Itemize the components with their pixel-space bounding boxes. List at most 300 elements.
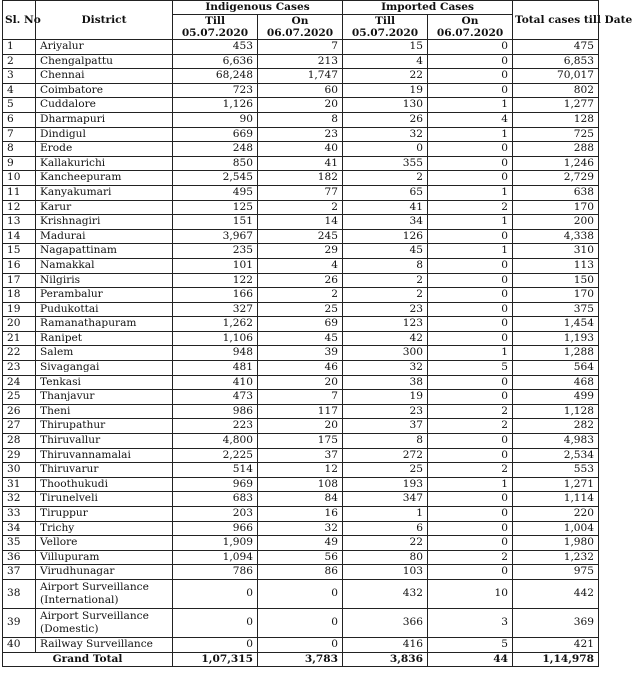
table-row (3, 507, 599, 522)
total-cases-cell: 638 (513, 185, 599, 200)
district-name-cell: Kancheepuram (36, 171, 173, 186)
sl-no-cell: 36 (3, 550, 36, 565)
imported-on-cell: 0 (428, 492, 513, 507)
district-name-cell: Thoothukudi (36, 477, 173, 492)
indigenous-on-cell: 14 (258, 215, 343, 230)
sl-no-cell: 11 (3, 185, 36, 200)
grand-total-indigenous-till: 1,07,315 (173, 652, 258, 667)
sl-no-cell: 9 (3, 156, 36, 171)
indigenous-on-cell: 37 (258, 448, 343, 463)
imported-on-cell: 0 (428, 156, 513, 171)
imported-till-cell: 37 (343, 419, 428, 434)
imported-on-cell: 0 (428, 171, 513, 186)
indigenous-till-cell: 203 (173, 507, 258, 522)
district-name-cell: Perambalur (36, 288, 173, 303)
indigenous-till-cell: 0 (173, 579, 258, 608)
total-cases-cell: 113 (513, 258, 599, 273)
sl-no-cell: 35 (3, 536, 36, 551)
imported-on-cell: 1 (428, 346, 513, 361)
table-row (3, 404, 599, 419)
imported-till-cell: 38 (343, 375, 428, 390)
imported-till-cell: 26 (343, 112, 428, 127)
district-name-cell: Dharmapuri (36, 112, 173, 127)
indigenous-till-cell: 151 (173, 215, 258, 230)
grand-total-imported-till: 3,836 (343, 652, 428, 667)
sl-no-cell: 21 (3, 331, 36, 346)
sl-no-header: Sl. No (3, 1, 36, 40)
table-row (3, 608, 599, 637)
imported-till-cell: 32 (343, 361, 428, 376)
imported-on-cell: 5 (428, 637, 513, 652)
indigenous-till-cell: 166 (173, 288, 258, 303)
total-cases-cell: 421 (513, 637, 599, 652)
indigenous-on-cell: 0 (258, 579, 343, 608)
total-cases-cell: 200 (513, 215, 599, 230)
sl-no-cell: 38 (3, 579, 36, 608)
imported-till-cell: 22 (343, 69, 428, 84)
indigenous-on-cell: 20 (258, 419, 343, 434)
district-name-cell: Namakkal (36, 258, 173, 273)
imported-till-cell: 23 (343, 404, 428, 419)
indigenous-on-cell: 25 (258, 302, 343, 317)
indigenous-on-cell: 8 (258, 112, 343, 127)
total-cases-cell: 1,004 (513, 521, 599, 536)
table-row (3, 171, 599, 186)
grand-total-cases: 1,14,978 (513, 652, 599, 667)
indigenous-till-cell: 2,545 (173, 171, 258, 186)
imported-till-cell: 0 (343, 142, 428, 157)
indigenous-till-cell: 0 (173, 608, 258, 637)
indigenous-till-cell: 4,800 (173, 434, 258, 449)
indigenous-on-cell: 86 (258, 565, 343, 580)
district-name-cell: Ariyalur (36, 40, 173, 55)
sl-no-cell: 15 (3, 244, 36, 259)
total-cases-cell: 725 (513, 127, 599, 142)
imported-on-cell: 4 (428, 112, 513, 127)
table-row (3, 288, 599, 303)
district-name-cell: Villupuram (36, 550, 173, 565)
district-name-cell: Thiruvallur (36, 434, 173, 449)
sl-no-cell: 19 (3, 302, 36, 317)
indigenous-till-header (173, 15, 258, 40)
imported-till-cell: 80 (343, 550, 428, 565)
total-cases-cell: 1,271 (513, 477, 599, 492)
table-row (3, 244, 599, 259)
imported-cases-header: Imported Cases (343, 1, 513, 15)
imported-till-cell: 8 (343, 258, 428, 273)
total-cases-cell: 310 (513, 244, 599, 259)
sl-no-cell: 24 (3, 375, 36, 390)
sl-no-cell: 1 (3, 40, 36, 55)
district-cases-table (2, 0, 632, 667)
district-name-cell: Virudhunagar (36, 565, 173, 580)
district-name-cell: Krishnagiri (36, 215, 173, 230)
indigenous-till-cell: 327 (173, 302, 258, 317)
imported-till-cell: 25 (343, 463, 428, 478)
imported-on-cell: 1 (428, 215, 513, 230)
imported-on-cell: 0 (428, 507, 513, 522)
district-header: District (36, 1, 173, 40)
table-row (3, 273, 599, 288)
till-label: Till (375, 15, 395, 27)
sl-no-cell: 20 (3, 317, 36, 332)
district-name-cell: Nagapattinam (36, 244, 173, 259)
total-cases-cell: 1,128 (513, 404, 599, 419)
sl-no-cell: 37 (3, 565, 36, 580)
imported-till-cell: 32 (343, 127, 428, 142)
imported-till-cell: 2 (343, 273, 428, 288)
imported-till-cell: 432 (343, 579, 428, 608)
indigenous-till-cell: 453 (173, 40, 258, 55)
till-label: Till (205, 15, 225, 27)
table-row (3, 521, 599, 536)
indigenous-till-cell: 850 (173, 156, 258, 171)
imported-till-cell: 1 (343, 507, 428, 522)
indigenous-on-cell: 23 (258, 127, 343, 142)
indigenous-till-cell: 2,225 (173, 448, 258, 463)
sl-no-cell: 31 (3, 477, 36, 492)
table-row (3, 361, 599, 376)
imported-till-cell: 42 (343, 331, 428, 346)
indigenous-till-cell: 1,106 (173, 331, 258, 346)
sl-no-cell: 28 (3, 434, 36, 449)
indigenous-till-cell: 1,126 (173, 98, 258, 113)
sl-no-cell: 18 (3, 288, 36, 303)
indigenous-till-cell: 1,262 (173, 317, 258, 332)
indigenous-till-cell: 223 (173, 419, 258, 434)
table-row (3, 448, 599, 463)
district-name-cell: Chennai (36, 69, 173, 84)
district-name-cell: Pudukottai (36, 302, 173, 317)
indigenous-on-cell: 2 (258, 288, 343, 303)
table-row (3, 185, 599, 200)
indigenous-till-cell: 248 (173, 142, 258, 157)
indigenous-on-cell: 60 (258, 83, 343, 98)
sl-no-cell: 7 (3, 127, 36, 142)
indigenous-on-cell: 39 (258, 346, 343, 361)
total-cases-cell: 564 (513, 361, 599, 376)
sl-no-cell: 22 (3, 346, 36, 361)
imported-till-cell: 8 (343, 434, 428, 449)
sl-no-cell: 40 (3, 637, 36, 652)
imported-till-cell: 2 (343, 288, 428, 303)
district-name-cell: Cuddalore (36, 98, 173, 113)
total-cases-cell: 2,534 (513, 448, 599, 463)
indigenous-till-cell: 1,094 (173, 550, 258, 565)
total-cases-cell: 220 (513, 507, 599, 522)
imported-on-cell: 0 (428, 288, 513, 303)
imported-till-cell: 4 (343, 54, 428, 69)
on-date: 06.07.2020 (436, 27, 504, 39)
table-row (3, 477, 599, 492)
imported-till-cell: 347 (343, 492, 428, 507)
total-cases-cell: 468 (513, 375, 599, 390)
district-name-cell: Karur (36, 200, 173, 215)
indigenous-on-cell: 2 (258, 200, 343, 215)
sl-no-cell: 6 (3, 112, 36, 127)
district-name-cell: Thirupathur (36, 419, 173, 434)
indigenous-till-cell: 3,967 (173, 229, 258, 244)
sl-no-cell: 29 (3, 448, 36, 463)
table-row (3, 317, 599, 332)
imported-till-cell: 6 (343, 521, 428, 536)
table-row (3, 302, 599, 317)
table-row (3, 331, 599, 346)
imported-on-cell: 3 (428, 608, 513, 637)
total-cases-cell: 553 (513, 463, 599, 478)
district-name-cell: Theni (36, 404, 173, 419)
total-cases-cell: 4,338 (513, 229, 599, 244)
imported-on-cell: 0 (428, 448, 513, 463)
table-row (3, 40, 599, 55)
imported-till-cell: 41 (343, 200, 428, 215)
indigenous-till-cell: 986 (173, 404, 258, 419)
indigenous-on-cell: 16 (258, 507, 343, 522)
indigenous-on-cell: 7 (258, 390, 343, 405)
table-row (3, 637, 599, 652)
table-row (3, 127, 599, 142)
imported-till-cell: 45 (343, 244, 428, 259)
imported-till-cell: 193 (343, 477, 428, 492)
indigenous-till-cell: 122 (173, 273, 258, 288)
table-row (3, 142, 599, 157)
indigenous-on-cell: 41 (258, 156, 343, 171)
imported-on-cell: 2 (428, 404, 513, 419)
imported-on-cell: 0 (428, 54, 513, 69)
total-cases-cell: 375 (513, 302, 599, 317)
indigenous-till-cell: 125 (173, 200, 258, 215)
total-cases-cell: 802 (513, 83, 599, 98)
table-row (3, 54, 599, 69)
imported-on-cell: 0 (428, 302, 513, 317)
imported-on-cell: 2 (428, 200, 513, 215)
till-date: 05.07.2020 (351, 27, 419, 39)
district-name-cell: Thiruvannamalai (36, 448, 173, 463)
imported-on-cell: 1 (428, 98, 513, 113)
indigenous-on-cell: 213 (258, 54, 343, 69)
total-cases-cell: 150 (513, 273, 599, 288)
imported-on-cell: 5 (428, 361, 513, 376)
indigenous-on-cell: 49 (258, 536, 343, 551)
imported-till-cell: 19 (343, 390, 428, 405)
imported-till-cell: 366 (343, 608, 428, 637)
sl-no-cell: 25 (3, 390, 36, 405)
table-row (3, 229, 599, 244)
sl-no-cell: 26 (3, 404, 36, 419)
on-label: On (461, 15, 479, 27)
table-row (3, 419, 599, 434)
table-row (3, 200, 599, 215)
table-row (3, 390, 599, 405)
sl-no-cell: 34 (3, 521, 36, 536)
indigenous-on-header (258, 15, 343, 40)
imported-on-cell: 0 (428, 536, 513, 551)
indigenous-till-cell: 948 (173, 346, 258, 361)
total-cases-cell: 2,729 (513, 171, 599, 186)
indigenous-till-cell: 473 (173, 390, 258, 405)
total-cases-cell: 288 (513, 142, 599, 157)
table-row (3, 375, 599, 390)
district-name-cell: Nilgiris (36, 273, 173, 288)
table-row (3, 112, 599, 127)
total-cases-cell: 475 (513, 40, 599, 55)
sl-no-cell: 12 (3, 200, 36, 215)
district-name-cell: Sivagangai (36, 361, 173, 376)
table-row (3, 156, 599, 171)
imported-till-cell: 22 (343, 536, 428, 551)
imported-on-cell: 0 (428, 521, 513, 536)
imported-till-cell: 355 (343, 156, 428, 171)
imported-on-cell: 0 (428, 331, 513, 346)
indigenous-till-cell: 101 (173, 258, 258, 273)
district-name-cell: Vellore (36, 536, 173, 551)
sl-no-cell: 14 (3, 229, 36, 244)
imported-till-header (343, 15, 428, 40)
district-name-cell: Trichy (36, 521, 173, 536)
total-cases-cell: 1,980 (513, 536, 599, 551)
district-name-cell: Salem (36, 346, 173, 361)
till-date: 05.07.2020 (181, 27, 249, 39)
total-cases-cell: 1,277 (513, 98, 599, 113)
indigenous-till-cell: 966 (173, 521, 258, 536)
table-row (3, 69, 599, 84)
table-body (3, 40, 599, 653)
sl-no-cell: 33 (3, 507, 36, 522)
imported-till-cell: 23 (343, 302, 428, 317)
grand-total-label: Grand Total (3, 652, 173, 667)
district-name-cell: Coimbatore (36, 83, 173, 98)
grand-total-row (3, 652, 599, 667)
district-name-cell: Thanjavur (36, 390, 173, 405)
indigenous-on-cell: 4 (258, 258, 343, 273)
table-row (3, 579, 599, 608)
sl-no-cell: 23 (3, 361, 36, 376)
district-name-cell: Tiruppur (36, 507, 173, 522)
total-cases-cell: 1,193 (513, 331, 599, 346)
imported-on-cell: 0 (428, 40, 513, 55)
indigenous-on-cell: 12 (258, 463, 343, 478)
sl-no-cell: 4 (3, 83, 36, 98)
imported-on-header (428, 15, 513, 40)
indigenous-till-cell: 723 (173, 83, 258, 98)
table-row (3, 536, 599, 551)
imported-till-cell: 272 (343, 448, 428, 463)
district-name-cell: Ramanathapuram (36, 317, 173, 332)
indigenous-on-cell: 175 (258, 434, 343, 449)
district-name-cell: Railway Surveillance (36, 637, 173, 652)
indigenous-on-cell: 45 (258, 331, 343, 346)
district-name-cell: Thiruvarur (36, 463, 173, 478)
covid-cases-table-container (2, 0, 632, 667)
imported-on-cell: 0 (428, 273, 513, 288)
indigenous-till-cell: 969 (173, 477, 258, 492)
imported-on-cell: 0 (428, 258, 513, 273)
total-cases-cell: 1,454 (513, 317, 599, 332)
sl-no-cell: 17 (3, 273, 36, 288)
indigenous-till-cell: 68,248 (173, 69, 258, 84)
total-cases-cell: 128 (513, 112, 599, 127)
imported-till-cell: 126 (343, 229, 428, 244)
total-cases-cell: 170 (513, 288, 599, 303)
total-cases-cell: 170 (513, 200, 599, 215)
imported-on-cell: 2 (428, 463, 513, 478)
imported-till-cell: 130 (343, 98, 428, 113)
imported-on-cell: 2 (428, 550, 513, 565)
imported-on-cell: 0 (428, 229, 513, 244)
imported-on-cell: 1 (428, 127, 513, 142)
total-cases-cell: 369 (513, 608, 599, 637)
imported-till-cell: 15 (343, 40, 428, 55)
district-name-cell: Chengalpattu (36, 54, 173, 69)
table-row (3, 215, 599, 230)
on-label: On (291, 15, 309, 27)
total-cases-cell: 975 (513, 565, 599, 580)
indigenous-till-cell: 683 (173, 492, 258, 507)
imported-till-cell: 300 (343, 346, 428, 361)
indigenous-on-cell: 29 (258, 244, 343, 259)
imported-on-cell: 0 (428, 83, 513, 98)
indigenous-on-cell: 20 (258, 98, 343, 113)
sl-no-cell: 39 (3, 608, 36, 637)
total-cases-cell: 70,017 (513, 69, 599, 84)
indigenous-on-cell: 84 (258, 492, 343, 507)
imported-on-cell: 0 (428, 434, 513, 449)
indigenous-on-cell: 108 (258, 477, 343, 492)
imported-on-cell: 1 (428, 185, 513, 200)
indigenous-till-cell: 514 (173, 463, 258, 478)
sl-no-cell: 13 (3, 215, 36, 230)
imported-till-cell: 103 (343, 565, 428, 580)
total-cases-cell: 499 (513, 390, 599, 405)
indigenous-cases-header: Indigenous Cases (173, 1, 343, 15)
total-cases-cell: 1,246 (513, 156, 599, 171)
total-cases-cell: 1,232 (513, 550, 599, 565)
sl-no-cell: 5 (3, 98, 36, 113)
indigenous-on-cell: 7 (258, 40, 343, 55)
district-name-cell: Dindigul (36, 127, 173, 142)
grand-total-imported-on: 44 (428, 652, 513, 667)
imported-till-cell: 2 (343, 171, 428, 186)
indigenous-on-cell: 182 (258, 171, 343, 186)
imported-till-cell: 65 (343, 185, 428, 200)
district-name-cell: Ranipet (36, 331, 173, 346)
imported-on-cell: 1 (428, 244, 513, 259)
sl-no-cell: 2 (3, 54, 36, 69)
sl-no-cell: 3 (3, 69, 36, 84)
district-name-cell: Tenkasi (36, 375, 173, 390)
sl-no-cell: 27 (3, 419, 36, 434)
indigenous-till-cell: 410 (173, 375, 258, 390)
sl-no-cell: 10 (3, 171, 36, 186)
district-name-cell: Kanyakumari (36, 185, 173, 200)
table-row (3, 463, 599, 478)
sl-no-cell: 8 (3, 142, 36, 157)
district-name-cell: Airport Surveillance (Domestic) (36, 608, 173, 637)
imported-on-cell: 0 (428, 390, 513, 405)
indigenous-till-cell: 669 (173, 127, 258, 142)
table-row (3, 492, 599, 507)
table-row (3, 258, 599, 273)
imported-on-cell: 0 (428, 375, 513, 390)
indigenous-till-cell: 481 (173, 361, 258, 376)
imported-till-cell: 416 (343, 637, 428, 652)
indigenous-on-cell: 40 (258, 142, 343, 157)
imported-on-cell: 1 (428, 477, 513, 492)
imported-on-cell: 0 (428, 142, 513, 157)
total-cases-cell: 282 (513, 419, 599, 434)
sl-no-cell: 32 (3, 492, 36, 507)
indigenous-till-cell: 786 (173, 565, 258, 580)
